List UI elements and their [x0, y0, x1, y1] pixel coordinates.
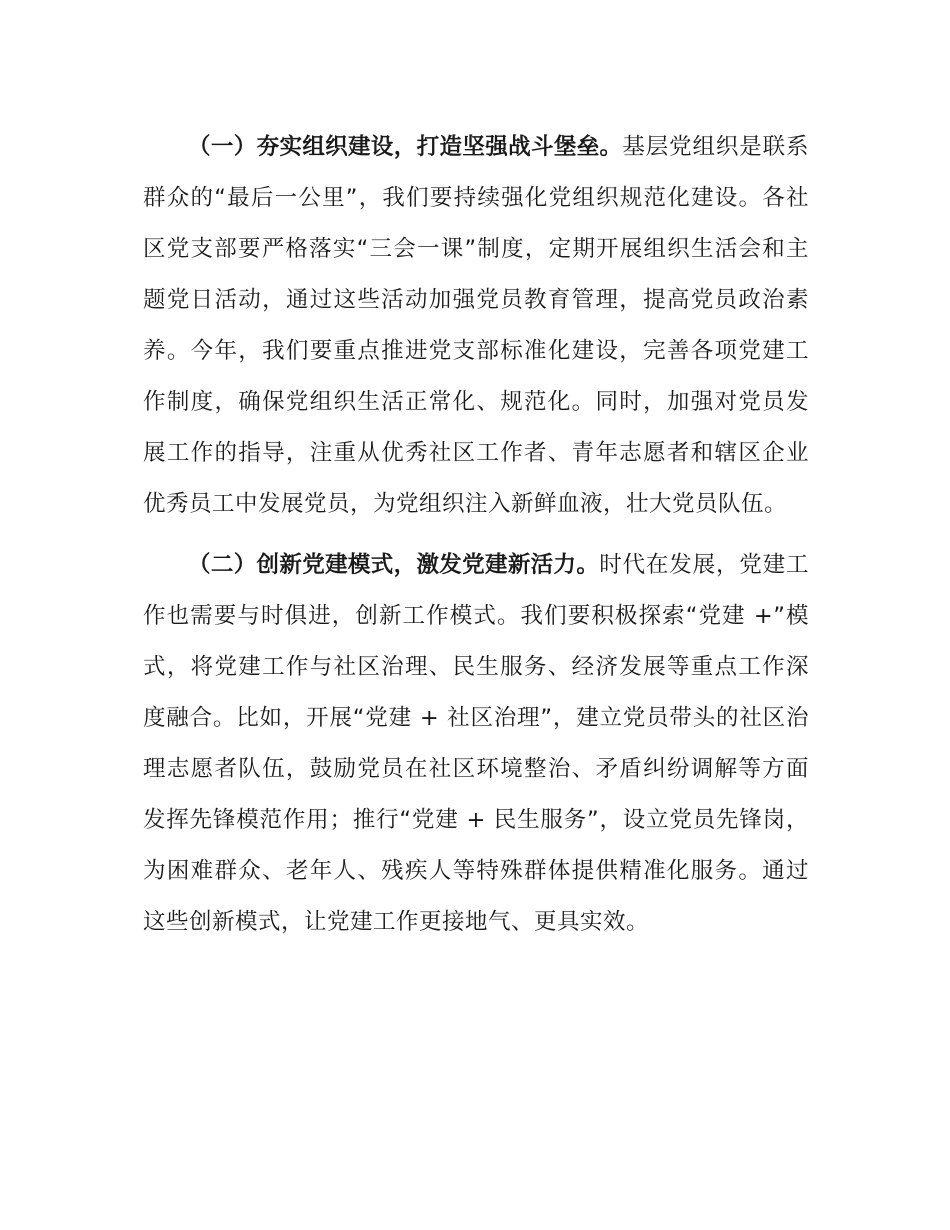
paragraph-2-heading: （二）创新党建模式，激发党建新活力。	[188, 552, 600, 578]
paragraph-1-heading: （一）夯实组织建设，打造坚强战斗堡垒。	[188, 134, 623, 160]
paragraph-1-text: 基层党组织是联系群众的“最后一公里”，我们要持续强化党组织规范化建设。各社区党支部要严格落实“三会一课”制度，定期开展组织生活会和主题党日活动，通过这些活动加强党员教育管理，提高党员政治素养。今年，我们要重点推进党支部标准化建设，完善各项党建工作制度，确保党组织生活正常化、规范化。同时，加强对党员发展工作的指导，注重从优秀社区工作者、青年志愿者和辖区企业优秀员工中发展党员，为党组织注入新鲜血液，壮大党员队伍。	[143, 134, 809, 517]
paragraph-1	[143, 122, 809, 530]
document-body	[143, 122, 809, 948]
paragraph-2-text: 时代在发展，党建工作也需要与时俱进，创新工作模式。我们要积极探索“党建 +”模式，将党建工作与社区治理、民生服务、经济发展等重点工作深度融合。比如，开展“党建 + 社区治理”，建立党员带头的社区治理志愿者队伍，鼓励党员在社区环境整治、矛盾纠纷调解等方面发挥先锋模范作用；推行“党建 + 民生服务”，设立党员先锋岗，为困难群众、老年人、残疾人等特殊群体提供精准化服务。通过这些创新模式，让党建工作更接地气、更具实效。	[143, 552, 809, 935]
paragraph-2	[143, 540, 809, 948]
